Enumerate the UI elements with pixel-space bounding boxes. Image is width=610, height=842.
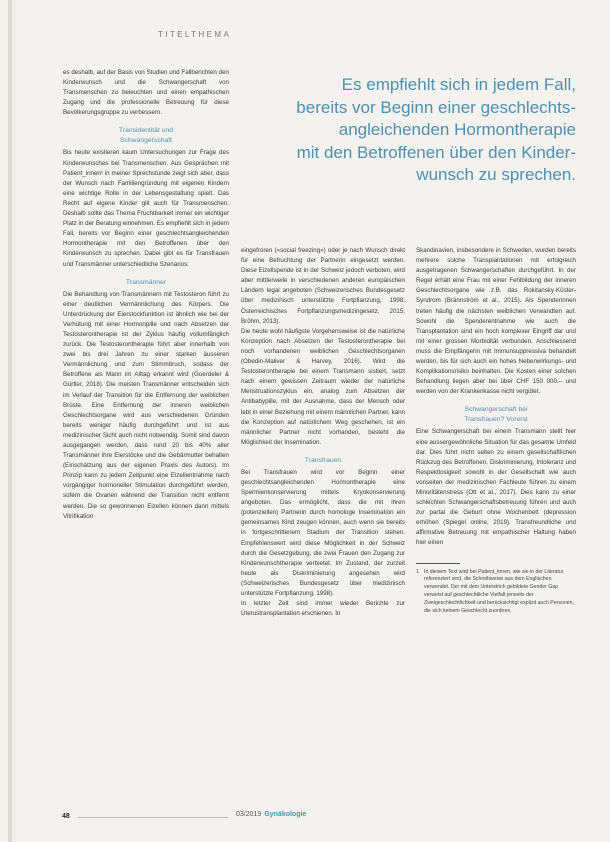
footer-issue (236, 811, 306, 818)
subheading-line: Transidentität und (118, 127, 174, 135)
footnote-text: In diesem Text wird bei Patient_innen, wie sie in der Literatur referenziert sind, die Schreibweise aus dem Englischen verwendet. Der mit dem Unterstrich gebildete Gender Gap verweist auf geschlechtliche Vielfalt jenseits der Zweigeschlechtlichkeit und berücksichtigt explizit auch Personen, die sich keinem Geschlecht zuordnen. (424, 568, 574, 614)
body-paragraph: eingefroren («social freezing») oder je nach Wunsch direkt für eine Befruchtung der Partnerin eingesetzt werden. Diese Eizellspende ist in der Schweiz jedoch verboten, wird aber mittlerweile in verschiedenen anderen europäischen Ländern legal angeboten (Schweizerisches Bundesgesetz über medizinisch unterstützte Fortpflanzung, 1998; Österreichisches Fortpflanzungsmedizingesetz, 2015; Bröhm, 2013). (241, 247, 405, 325)
body-paragraph: Bei Transfrauen wird vor Beginn einer geschlechtsangleichenden Hormontherapie eine Spermienkonservierung mittels Kryokonservierung angeboten. Das ermöglicht, dass die mit ihren (potenziellen) Partnerin durch homologe Insemination ein gemeinsames Kind zeugen können, auch wenn sie bereits in fortgeschrittenem Stadium der Transition stehen. Empfehlenswert wird diese Möglichkeit in der Schweiz durch die Gesetzgebung, die zwei Frauen den Zugang zur Kinderwunschtherapie verbietet. Im Zustand, der zurzeit heute als Diskriminierung angesehen wird (Schweizerisches Bundesgesetz über medizinisch unterstützte Fortpflanzung, 1998). (241, 468, 405, 597)
body-paragraph: Die heute wohl häufigste Vorgehensweise ist die natürliche Konzeption nach Absetzen der Testosterontherapie bei noch vorhandenen weiblichen Geschlechtsorganen (Obedin-Maliver & Harvey, 2016). Wird die Testosterontherapie bei einem Transmann sistiert, setzt nach einem gewissen Zeitraum wieder der natürliche Menstruationszyklus ein, analog zum Absetzen der Antibabypille, mit der Ausnahme, dass der Mensch oder lebt in einer Beziehung mit einem männlichen Partner, kann die Konzeption auf natürlichem Weg geschehen, ist ein männlicher Partner nicht vorhanden, besteht die Möglichkeit der Insemination. (241, 327, 405, 446)
body-paragraph: Die Behandlung von Transmännern mit Testosteron führt zu einer deutlichen Vermännlichung des Körpers. Die Unterdrückung der Eierstockfunktion ist ähnlich wie bei der Verhütung mit einer Hormonpille und nach Absetzen der Testosterontherapie ist der Zyklus häufig vollumfänglich zurück. Die Testosterontherapie führt aber innerhalb von zwei bis drei Jahren zu einer starken äusseren Vermännlichung und zum Stimmbruch, sodass der Betroffene als Mann im Alltag erkannt wird (Goerdeler & Gürtler, 2018). Die meisten Transmänner entscheiden sich im Verlauf der Transition für die Entfernung der weiblichen Brüste. Eine Entfernung der inneren weiblichen Geschlechtsorgane wird aus verschiedenen Gründen bereits weniger häufig durchgeführt und ist aus medizinischer Sicht auch nicht notwendig. Somit sind davon ausgegangen werden, dass rund 20 bis 40% aller Transmänner ihre Eierstöcke und die Gebärmutter behalten (Einschätzung aus der eigenen Praxis des Autors). Im Prinzip kann zu jedem Zeitpunkt eine Eizellentnahme nach vorgängiger hormoneller Stimulation durchgeführt werden, sofern die Ovarien während der Transition nicht entfernt werden. Die so gewonnenen Eizellen können dann mittels Vitrifikation (63, 290, 229, 520)
subheading-line: Transfrauen (304, 456, 342, 464)
pull-quote (258, 74, 576, 187)
text-column-2 (241, 246, 405, 619)
binding-edge (8, 0, 12, 842)
body-paragraph: Skandinavien, insbesondere in Schweden, wurden bereits mehrere solche Transplantationen mit erfolgreich ausgetragenen Schwangerschaften durchgeführt. In der Regel erhält eine Frau mit einer Fehlbildung der inneren Geschlechtsorgane wie z.B. das Rokitansky-Küster-Syndrom (Brännström et al., 2015). Als Spenderinnen treten häufig die nächsten weiblichen Verwandten auf. Sowohl die Spenderentnahme wie auch die Transplantation sind ein hoch komplexer Eingriff dar und mit einer grossen Morbidität verbunden. Anschliessend muss die Empfängerin mit Immunsuppressiva behandelt werden, bis für sich auch ein hohes Nebenwirkungs- und Komplikationsrisiko beinhalten. Die Kosten einer solchen Behandlung liegen aber bei über CHF 150 000.– und werden von der Krankenkasse nicht vergütet. (416, 247, 576, 396)
subheading-schwangerschaft (416, 405, 576, 425)
body-paragraph: In letzter Zeit sind immer wieder Berichte zur Uterustransplantation erschienen. In (241, 600, 405, 618)
text-column-3 (416, 246, 576, 615)
subheading-transidentitaet (63, 126, 229, 146)
subheading-line: Schwangerschaft (119, 137, 173, 145)
pull-quote-line: wunsch zu sprechen. (416, 165, 576, 184)
binding-shadow (14, 0, 15, 842)
footnote-divider (416, 563, 460, 564)
journal-name: Gynäkologie (264, 811, 307, 818)
footnote (416, 569, 576, 616)
body-paragraph: Eine Schwangerschaft bei einem Transmann stellt hier eine aussergewöhnliche Situation für das gesamte Umfeld dar. Dies führt nicht selten zu einem gesellschaftlichen Rückzug des Betroffenen. Diskriminierung, Intoleranz und Respektlosigkeit sowohl in der Gesellschaft wie auch vonseiten der medizinischen Fachleute führen zu einem Minoritätenstress (Ott et al., 2017). Dies kann zu einer schlechten Schwangerschaftsbetreuung führen und auch zur partal die Geburt ohne Wochenbett (depression erhöhen (Spiegel online, 2019). Transfreundliche und affirmative Betreuung mit empathischer Haltung haben hier einen (416, 428, 576, 547)
pull-quote-line: angleichenden Hormontherapie (338, 120, 576, 139)
footer-divider (78, 817, 228, 818)
subheading-transmaenner (63, 278, 229, 288)
pull-quote-line: mit den Betroffenen über den Kinder- (296, 142, 576, 162)
subheading-line: Schwangerschaft bei (464, 406, 528, 414)
body-paragraph: Bis heute existieren kaum Untersuchungen zur Frage des Kinderwunsches bei Transmenschen. Aus Gesprächen mit Patient_innen¹ in meiner Sprechstunde zeigt sich aber, dass der Wunsch nach Familiengründung mit eigenen Kindern eine wichtige Rolle in der Lebensgestaltung spielt. Das Recht auf eigene Kinder gilt auch für Transmenschen. Deshalb sollte das Thema Fruchtbarkeit immer ein wichtiger Platz in der Beratung einnehmen. Es empfiehlt sich in jedem Fall, bereits vor Beginn einer geschlechtsangleichenden Hormontherapie mit den Betroffenen über den Kinderwunsch zu sprechen. Dabei gibt es für Transfrauen und Transmänner unterschiedliche Szenarios: (63, 149, 229, 268)
body-paragraph: es deshalb, auf der Basis von Studien und Fallberichten den Kinderwunsch und die Schwangerschaft von Transmenschen zu beleuchten und einen empathischen Zugang und die professionelle Betreuung für diese Bevölkerungsgruppe zu verbessern. (63, 69, 229, 117)
text-column-1 (63, 68, 229, 522)
subheading-line: Transmänner (125, 278, 167, 286)
footnote-number: 1 (416, 568, 419, 575)
subheading-transfrauen (241, 456, 405, 466)
issue-number: 03/2019 (236, 811, 262, 818)
subheading-line: Transfrauen? Vorerst (464, 416, 528, 424)
section-label: TITELTHEMA (158, 30, 232, 39)
page-number: 48 (62, 813, 70, 820)
pull-quote-line: bereits vor Beginn einer geschlechts- (296, 97, 576, 117)
pull-quote-line: Es empfiehlt sich in jedem Fall, (341, 75, 576, 94)
